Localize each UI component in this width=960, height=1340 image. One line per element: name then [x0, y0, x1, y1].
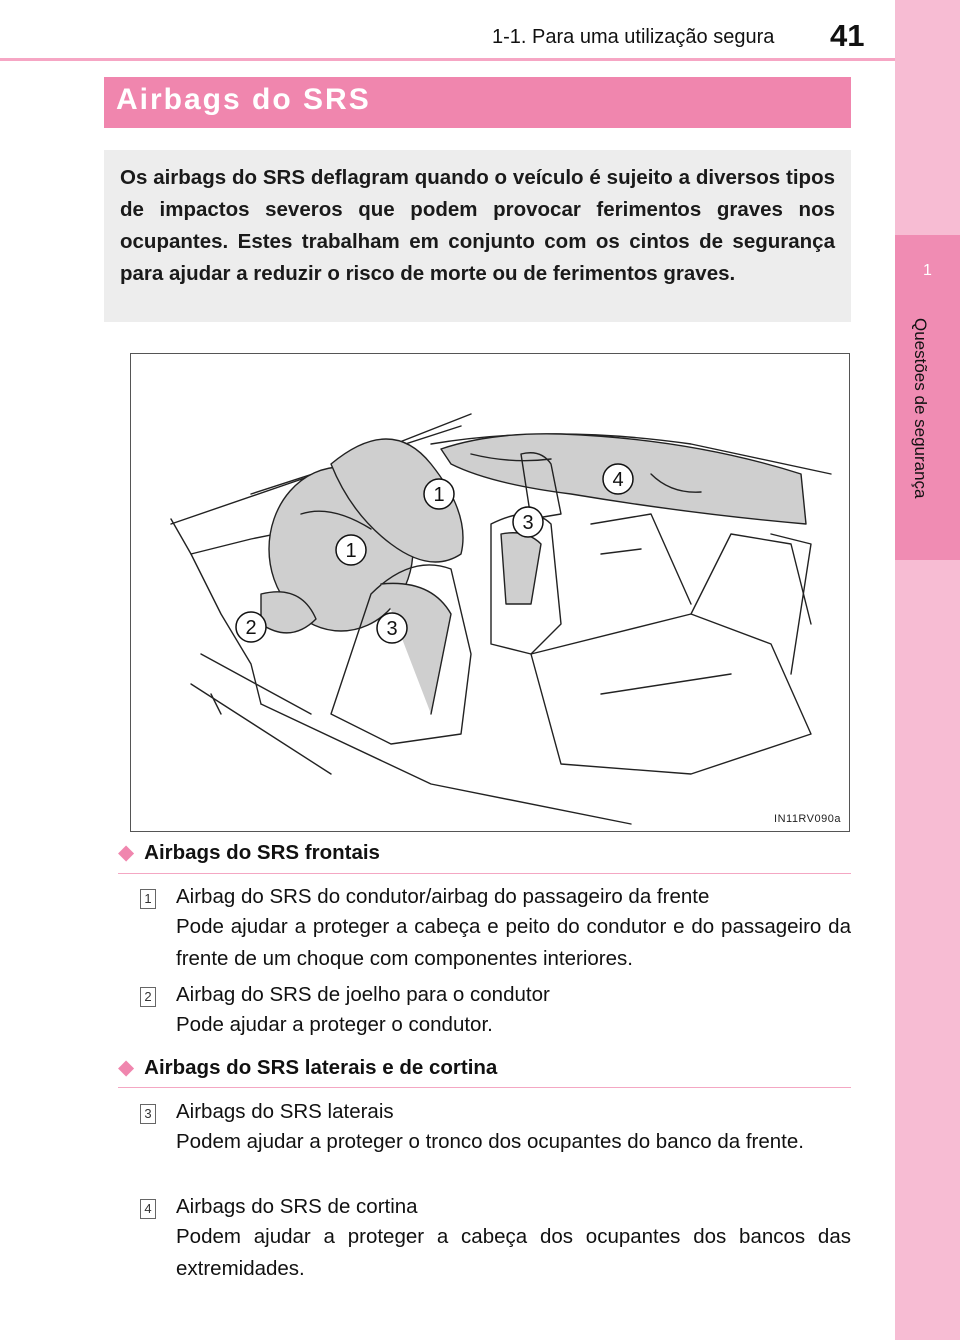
item-number-badge: 3	[140, 1104, 156, 1124]
chapter-title	[900, 318, 930, 538]
item-title: Airbags do SRS de cortina	[176, 1195, 418, 1218]
section-heading-text: Airbags do SRS laterais e de cortina	[144, 1056, 498, 1079]
callout-3a	[513, 507, 543, 537]
item-title: Airbag do SRS do condutor/airbag do passageiro da frente	[176, 885, 710, 908]
item-number-badge: 4	[140, 1199, 156, 1219]
airbag-illustration	[130, 353, 850, 832]
intro-text: Os airbags do SRS deflagram quando o veículo é sujeito a diversos tipos de impactos severos que podem provocar ferimentos graves nos ocupantes. Estes trabalham em conjunto com os cintos de segurança para ajudar a reduzir o risco de morte ou de ferimentos graves.	[120, 166, 835, 285]
intro-box	[104, 150, 851, 322]
figure-code: IN11RV090a	[774, 813, 841, 825]
diamond-bullet-icon: ◆	[118, 841, 135, 864]
page-number: 41	[830, 18, 865, 53]
section-rule	[118, 873, 851, 874]
svg-text:2: 2	[245, 617, 257, 639]
breadcrumb: 1-1. Para uma utilização segura	[492, 26, 775, 48]
svg-text:3: 3	[386, 618, 398, 640]
item-number-badge: 1	[140, 889, 156, 909]
item-body: Pode ajudar a proteger o condutor.	[176, 1013, 493, 1036]
callout-1b	[336, 535, 366, 565]
chapter-number: 1	[923, 262, 932, 279]
car-interior-drawing	[131, 354, 849, 831]
item-number-badge: 2	[140, 987, 156, 1007]
section-heading-frontal	[118, 840, 380, 865]
item-body: Pode ajudar a proteger a cabeça e peito do condutor e do passageiro da frente de um choque com componentes interiores.	[176, 915, 851, 970]
callout-2	[236, 612, 266, 642]
item-title: Airbag do SRS de joelho para o condutor	[176, 983, 550, 1006]
section-heading-text: Airbags do SRS frontais	[144, 841, 380, 864]
item-body: Podem ajudar a proteger o tronco dos ocupantes do banco da frente.	[176, 1130, 804, 1153]
svg-text:3: 3	[522, 512, 534, 534]
svg-text:1: 1	[345, 540, 357, 562]
callout-4	[603, 464, 633, 494]
item-title: Airbags do SRS laterais	[176, 1100, 394, 1123]
side-tab	[895, 0, 960, 1340]
callout-1a	[424, 479, 454, 509]
section-heading-side-curtain	[118, 1055, 497, 1080]
svg-text:1: 1	[433, 484, 445, 506]
svg-text:4: 4	[612, 469, 624, 491]
item-body: Podem ajudar a proteger a cabeça dos ocupantes dos bancos das extremidades.	[176, 1225, 851, 1280]
diamond-bullet-icon: ◆	[118, 1056, 135, 1079]
section-rule	[118, 1087, 851, 1088]
section-title-bar	[104, 77, 851, 128]
callout-3b	[377, 613, 407, 643]
page-title: Airbags do SRS	[116, 83, 371, 116]
chapter-title-text: Questões de segurança	[911, 318, 930, 499]
header-rule	[0, 58, 895, 61]
